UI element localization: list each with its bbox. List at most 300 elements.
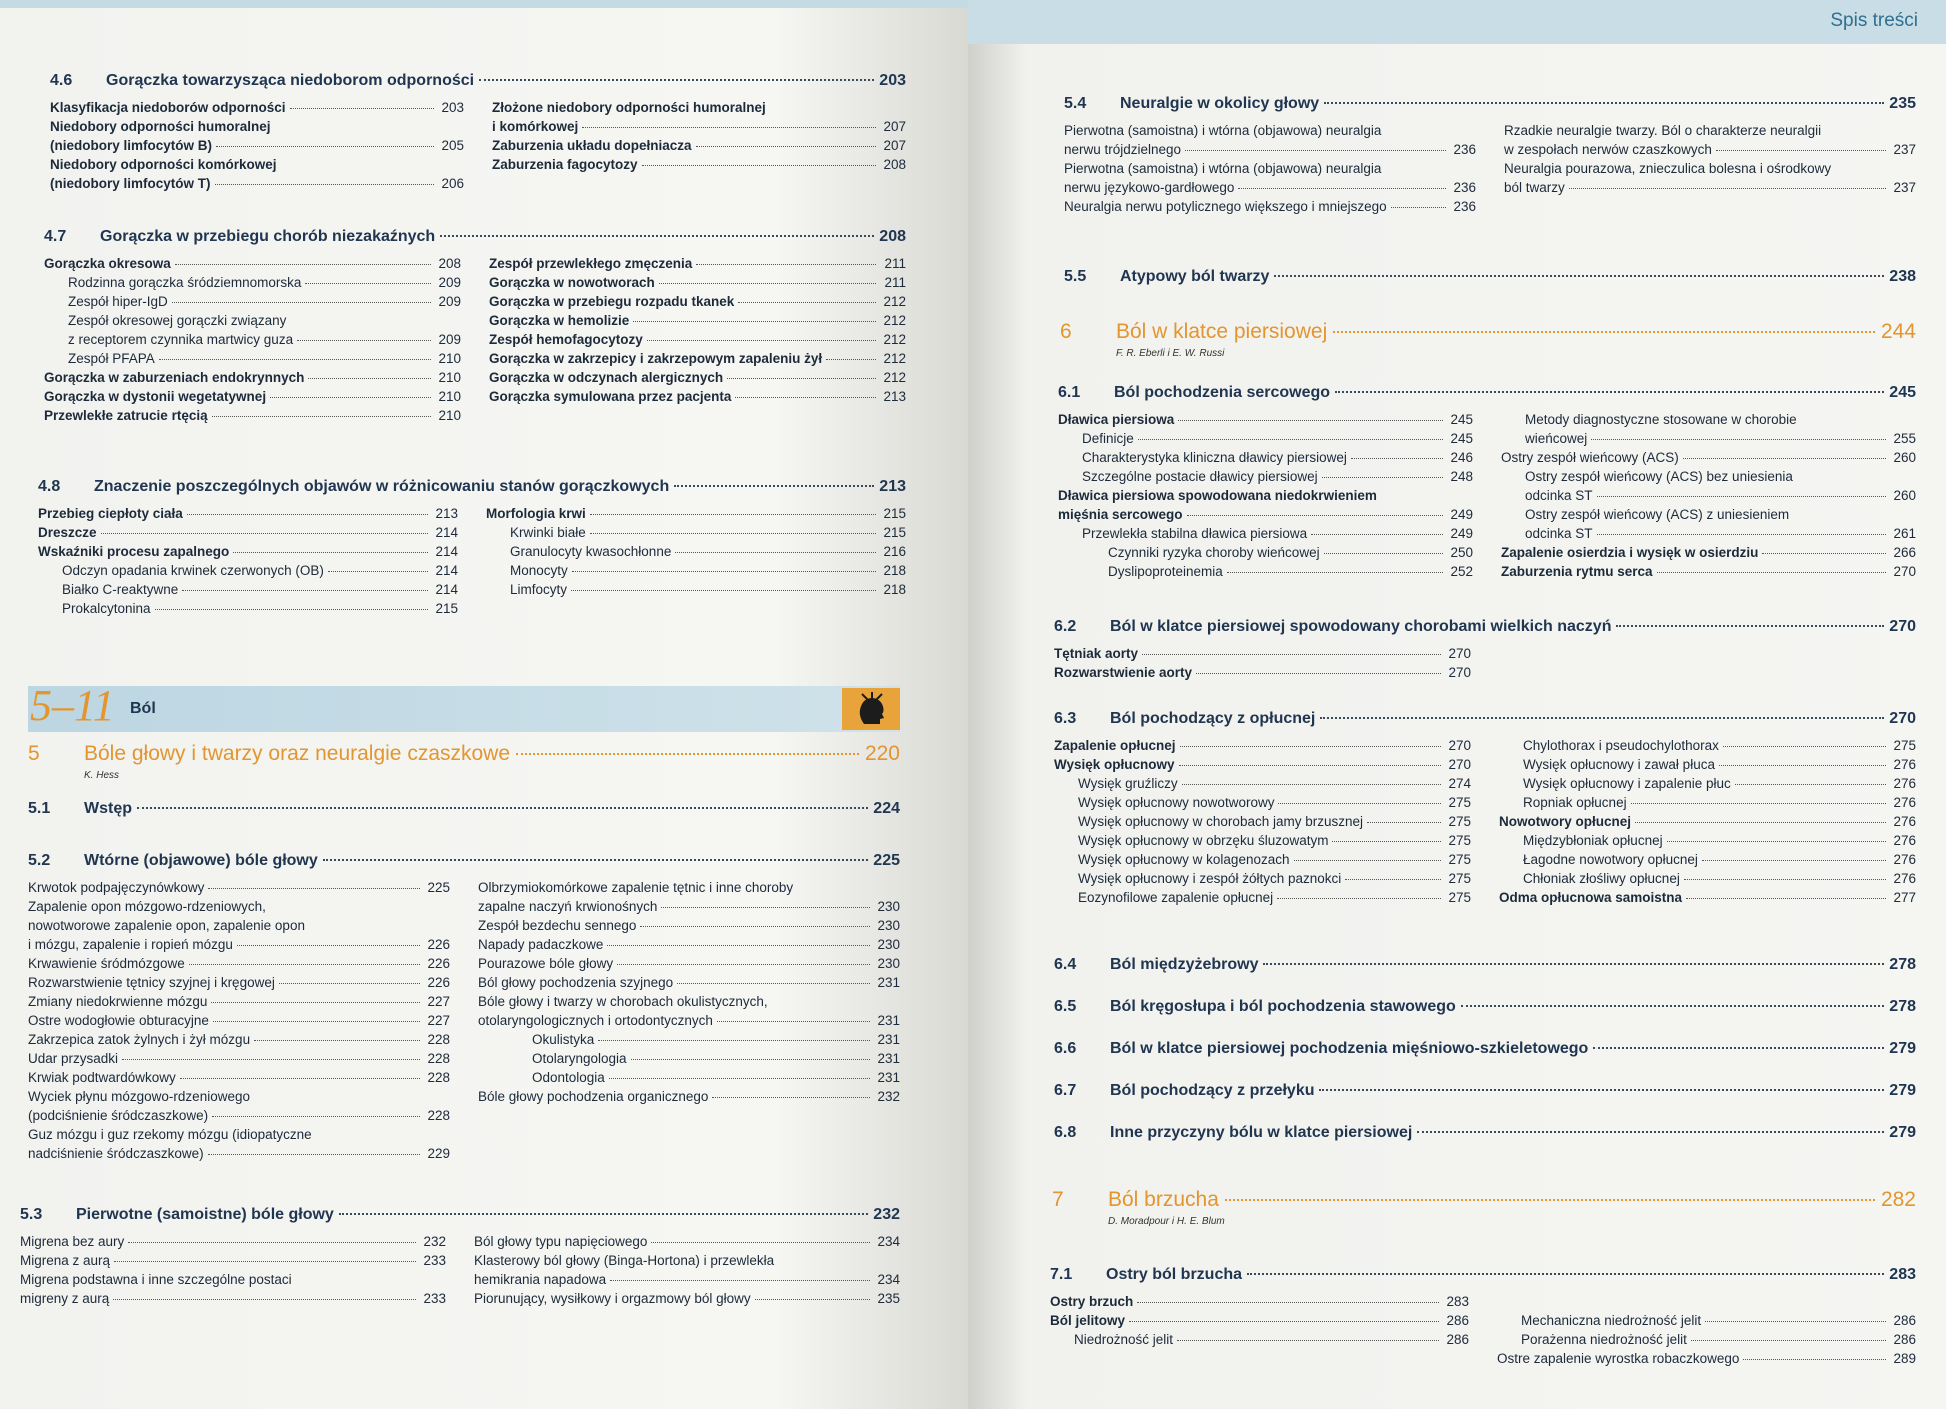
toc-entry[interactable] [44, 292, 461, 311]
toc-entry[interactable] [38, 523, 458, 542]
entry-title[interactable]: Czynniki ryzyka choroby wieńcowej [1108, 545, 1320, 560]
toc-entry[interactable] [28, 992, 450, 1011]
entry-title[interactable]: Porażenna niedrożność jelit [1521, 1332, 1687, 1347]
entry-title[interactable]: Ostry zespół wieńcowy (ACS) [1501, 450, 1679, 465]
toc-entry[interactable] [1499, 831, 1916, 850]
toc-entry[interactable] [1497, 1330, 1916, 1349]
section-title[interactable]: Inne przyczyny bólu w klatce piersiowej [1110, 1124, 1413, 1141]
entry-title[interactable]: i komórkowej [492, 119, 579, 134]
entry-title[interactable]: Wysięk opłucnowy w kolagenozach [1078, 852, 1290, 867]
entry-title[interactable]: wieńcowej [1525, 431, 1588, 446]
toc-entry[interactable] [489, 368, 906, 387]
toc-entry[interactable] [50, 174, 464, 193]
toc-entry[interactable] [1054, 831, 1471, 850]
entry-title[interactable]: Zmiany niedokrwienne mózgu [28, 994, 208, 1009]
leader-dots [717, 1021, 870, 1022]
toc-entry[interactable] [1064, 178, 1476, 197]
toc-entry[interactable] [492, 155, 906, 174]
toc-entry[interactable] [28, 1030, 450, 1049]
toc-entry[interactable] [20, 1232, 446, 1251]
toc-entry[interactable] [28, 1049, 450, 1068]
entry-title[interactable]: Wskaźniki procesu zapalnego [38, 544, 230, 559]
entry-title[interactable]: Odontologia [532, 1070, 605, 1085]
leader-dots [114, 1261, 416, 1262]
entry-title[interactable]: Rozwarstwienie aorty [1054, 665, 1193, 680]
entry-title[interactable]: odcinka ST [1525, 488, 1593, 503]
section-title[interactable]: Wstęp [84, 800, 132, 817]
toc-entry[interactable] [478, 973, 900, 992]
toc-entry[interactable] [489, 254, 906, 273]
entry-title[interactable]: Zaburzenia rytmu serca [1501, 564, 1653, 579]
chapter-title[interactable]: Ból brzucha [1108, 1188, 1219, 1211]
entry-title[interactable]: Zespół przewlekłego zmęczenia [489, 256, 693, 271]
section-heading[interactable] [1050, 1266, 1916, 1284]
section-heading[interactable] [1064, 95, 1916, 113]
entry-line: Metody diagnostyczne stosowane w chorobie [1525, 412, 1797, 427]
leader-dots [101, 533, 428, 534]
entry-title[interactable]: z receptorem czynnika martwicy guza [68, 332, 294, 347]
entry-columns [50, 98, 906, 193]
entry-title[interactable]: (podciśnienie śródczaszkowe) [28, 1108, 209, 1123]
toc-entry[interactable] [474, 1289, 900, 1308]
toc-entry[interactable] [28, 973, 450, 992]
entry-title[interactable]: Ostry brzuch [1050, 1294, 1134, 1309]
entry-title[interactable]: Wysięk opłucnowy [1054, 757, 1175, 772]
entry-title[interactable]: Wysięk opłucnowy w chorobach jamy brzusznej [1078, 814, 1363, 829]
entry-page: 216 [883, 544, 906, 559]
section-title[interactable]: Ból pochodzenia sercowego [1114, 384, 1331, 401]
entry-title[interactable]: Migrena bez aury [20, 1234, 125, 1249]
part-number: 5–11 [30, 681, 115, 730]
toc-entry[interactable] [489, 292, 906, 311]
entry-page: 261 [1893, 526, 1916, 541]
entry-title[interactable]: Międzybłoniak opłucnej [1523, 833, 1663, 848]
entry-title[interactable]: Zaburzenia fagocytozy [492, 157, 638, 172]
entry-title[interactable]: Nowotwory opłucnej [1499, 814, 1632, 829]
toc-entry[interactable] [478, 1011, 900, 1030]
section-title[interactable]: Ból kręgosłupa i ból pochodzenia stawowego [1110, 998, 1456, 1015]
toc-entry[interactable] [44, 368, 461, 387]
section-title[interactable]: Neuralgie w okolicy głowy [1120, 95, 1320, 112]
entry-page: 209 [438, 332, 461, 347]
chapter-title[interactable]: Ból w klatce piersiowej [1116, 320, 1328, 343]
toc-entry[interactable] [28, 878, 450, 897]
toc-entry[interactable] [1504, 178, 1916, 197]
leader-dots [1263, 963, 1884, 965]
entry-title[interactable]: Dreszcze [38, 525, 97, 540]
entry-title[interactable]: w zespołach nerwów czaszkowych [1504, 142, 1712, 157]
leader-dots [1322, 477, 1443, 478]
entry-title[interactable]: Ból głowy pochodzenia szyjnego [478, 975, 674, 990]
toc-entry[interactable] [1499, 774, 1916, 793]
entry-title[interactable]: Ostre wodogłowie obturacyjne [28, 1013, 209, 1028]
entry-title[interactable]: Wysięk opłucnowy i zapalenie płuc [1523, 776, 1731, 791]
entry-title[interactable]: i mózgu, zapalenie i ropień mózgu [28, 937, 233, 952]
entry-title[interactable]: nerwu trójdzielnego [1064, 142, 1182, 157]
toc-section [1054, 710, 1916, 907]
entry-title[interactable]: Tętniak aorty [1054, 646, 1139, 661]
toc-entry[interactable] [1054, 888, 1471, 907]
toc-entry[interactable] [1050, 1311, 1469, 1330]
section-heading[interactable] [1064, 268, 1916, 286]
entry-title[interactable]: Zespół PFAPA [68, 351, 155, 366]
toc-entry[interactable] [1054, 644, 1471, 663]
entry-page: 275 [1448, 871, 1471, 886]
entry-title[interactable]: Ropniak opłucnej [1523, 795, 1627, 810]
toc-entry[interactable] [1054, 869, 1471, 888]
leader-dots [279, 983, 420, 984]
toc-entry[interactable] [1499, 793, 1916, 812]
entry-title[interactable]: otolaryngologicznych i ortodontycznych [478, 1013, 713, 1028]
entry-title[interactable]: Przewlekła stabilna dławica piersiowa [1082, 526, 1308, 541]
section-heading[interactable] [1058, 384, 1916, 402]
section-heading[interactable] [1054, 710, 1916, 728]
entry-title[interactable]: Gorączka symulowana przez pacjenta [489, 389, 732, 404]
toc-entry[interactable] [50, 136, 464, 155]
entry-page: 245 [1450, 431, 1473, 446]
section-page: 283 [1889, 1266, 1916, 1283]
toc-entry[interactable] [492, 136, 906, 155]
entry-title[interactable]: Gorączka w hemolizie [489, 313, 630, 328]
leader-dots [159, 359, 431, 360]
toc-entry[interactable] [478, 1068, 900, 1087]
toc-entry[interactable] [1501, 543, 1916, 562]
section-title[interactable]: Gorączka w przebiegu chorób niezakaźnych [100, 228, 436, 245]
chapter-authors: K. Hess [84, 770, 120, 781]
toc-entry[interactable] [38, 561, 458, 580]
leader-dots [1129, 1321, 1439, 1322]
toc-entry[interactable] [1064, 140, 1476, 159]
toc-entry[interactable] [28, 954, 450, 973]
section-heading[interactable] [1054, 1124, 1916, 1142]
entry-title[interactable]: Prokalcytonina [62, 601, 151, 616]
toc-entry[interactable] [28, 935, 450, 954]
entry-title[interactable]: Otolaryngologia [532, 1051, 627, 1066]
section-heading[interactable] [50, 72, 906, 90]
toc-entry[interactable] [20, 1251, 446, 1270]
entry-title[interactable]: Wysięk opłucnowy w obrzęku śluzowatym [1078, 833, 1329, 848]
section-title[interactable]: Ostry ból brzucha [1106, 1266, 1243, 1283]
toc-entry[interactable] [44, 387, 461, 406]
entry-title[interactable]: Gorączka okresowa [44, 256, 171, 271]
entry-title[interactable]: Mechaniczna niedrożność jelit [1521, 1313, 1702, 1328]
toc-entry[interactable] [486, 542, 906, 561]
toc-entry[interactable] [1499, 850, 1916, 869]
section-heading[interactable] [1054, 998, 1916, 1016]
toc-entry[interactable] [478, 1049, 900, 1068]
toc-entry[interactable] [1054, 736, 1471, 755]
entry-title[interactable]: Gorączka w zaburzeniach endokrynnych [44, 370, 305, 385]
toc-entry[interactable] [478, 916, 900, 935]
toc-entry[interactable] [489, 387, 906, 406]
entry-title[interactable]: Gorączka w przebiegu rozpadu tkanek [489, 294, 735, 309]
entry-title[interactable]: Wysięk gruźliczy [1078, 776, 1178, 791]
entry-title[interactable]: Krwiak podtwardówkowy [28, 1070, 176, 1085]
entry-page: 286 [1446, 1313, 1469, 1328]
section-title[interactable]: Wtórne (objawowe) bóle głowy [84, 852, 318, 869]
toc-entry[interactable] [1058, 543, 1473, 562]
toc-entry[interactable] [1501, 562, 1916, 581]
section-number: 6.4 [1054, 956, 1077, 973]
leader-dots [323, 859, 869, 861]
toc-entry[interactable] [486, 504, 906, 523]
toc-entry[interactable] [1050, 1330, 1469, 1349]
entry-title[interactable]: Gorączka w odczynach alergicznych [489, 370, 724, 385]
section-heading[interactable] [1054, 1082, 1916, 1100]
entry-title[interactable]: Monocyty [510, 563, 568, 578]
toc-entry[interactable] [1501, 448, 1916, 467]
section-page: 232 [873, 1206, 900, 1223]
entry-page: 226 [427, 937, 450, 952]
section-heading[interactable] [1054, 956, 1916, 974]
toc-entry[interactable] [1058, 505, 1473, 524]
leader-dots [1743, 1359, 1886, 1360]
toc-entry[interactable] [492, 117, 906, 136]
toc-entry[interactable] [1058, 467, 1473, 486]
entry-columns [44, 254, 906, 425]
entry-title[interactable]: Gorączka w dystonii wegetatywnej [44, 389, 267, 404]
section-title[interactable]: Ból w klatce piersiowej spowodowany chorobami wielkich naczyń [1110, 618, 1612, 635]
entry-title[interactable]: Zespół hiper-IgD [68, 294, 168, 309]
toc-entry[interactable] [1058, 410, 1473, 429]
entry-title[interactable]: Bóle głowy pochodzenia organicznego [478, 1089, 709, 1104]
toc-entry[interactable] [44, 330, 461, 349]
toc-entry[interactable] [478, 897, 900, 916]
toc-entry[interactable] [486, 523, 906, 542]
entry-title[interactable]: Piorunujący, wysiłkowy i orgazmowy ból głowy [474, 1291, 751, 1306]
toc-entry[interactable] [1058, 524, 1473, 543]
part-banner [28, 681, 900, 732]
toc-entry[interactable] [486, 561, 906, 580]
toc-entry[interactable] [28, 1011, 450, 1030]
entry-title[interactable]: Rodzinna gorączka śródziemnomorska [68, 275, 302, 290]
section-title[interactable]: Pierwotne (samoistne) bóle głowy [76, 1206, 334, 1223]
entry-title[interactable]: Wysięk opłucnowy i zawał płuca [1523, 757, 1715, 772]
toc-entry[interactable] [489, 311, 906, 330]
toc-entry[interactable] [1499, 736, 1916, 755]
entry-page: 210 [438, 389, 461, 404]
entry-title[interactable]: Zapalenie osierdzia i wysięk w osierdziu [1501, 545, 1759, 560]
section-title[interactable]: Ból pochodzący z opłucnej [1110, 710, 1316, 727]
toc-entry[interactable] [489, 330, 906, 349]
entry-title[interactable]: nerwu językowo-gardłowego [1064, 180, 1235, 195]
entry-title[interactable]: Dyslipoproteinemia [1108, 564, 1223, 579]
toc-entry[interactable] [28, 1068, 450, 1087]
leader-dots [631, 1059, 870, 1060]
toc-entry[interactable] [1054, 793, 1471, 812]
toc-entry[interactable] [1501, 524, 1916, 543]
entry-title[interactable]: Krwawienie śródmózgowe [28, 956, 185, 971]
toc-entry[interactable] [1499, 812, 1916, 831]
leader-dots [1686, 898, 1886, 899]
toc-entry[interactable] [1499, 755, 1916, 774]
entry-title[interactable]: Zaburzenia układu dopełniacza [492, 138, 692, 153]
entry-title[interactable]: Białko C-reaktywne [62, 582, 179, 597]
section-heading[interactable] [28, 852, 900, 870]
toc-entry[interactable] [489, 349, 906, 368]
leader-dots [1247, 1273, 1884, 1275]
leader-dots [1683, 458, 1886, 459]
entry-line: nowotworowe zapalenie opon, zapalenie opon [28, 918, 305, 933]
section-title[interactable]: Gorączka towarzysząca niedoborom odporności [106, 72, 475, 89]
entry-title[interactable]: Morfologia krwi [486, 506, 586, 521]
entry-title[interactable]: Łagodne nowotwory opłucnej [1523, 852, 1698, 867]
toc-entry[interactable] [44, 273, 461, 292]
toc-entry[interactable] [1054, 774, 1471, 793]
entry-title[interactable]: Chłoniak złośliwy opłucnej [1523, 871, 1680, 886]
leader-dots [233, 552, 428, 553]
entry-title[interactable]: migreny z aurą [20, 1291, 110, 1306]
entry-title[interactable]: mięśnia sercowego [1058, 507, 1183, 522]
leader-dots [1684, 879, 1886, 880]
chapter-title[interactable]: Bóle głowy i twarzy oraz neuralgie czaszkowe [84, 742, 511, 765]
toc-entry[interactable] [478, 1030, 900, 1049]
entry-title[interactable]: Zespół bezdechu sennego [478, 918, 637, 933]
toc-entry[interactable] [1054, 755, 1471, 774]
entry-title[interactable]: (niedobory limfocytów T) [50, 176, 211, 191]
entry-title[interactable]: Krwinki białe [510, 525, 586, 540]
toc-entry[interactable] [1504, 140, 1916, 159]
entry-title[interactable]: Gorączka w zakrzepicy i zakrzepowym zapaleniu żył [489, 351, 823, 366]
leader-dots [175, 264, 431, 265]
entry-title[interactable]: Chylothorax i pseudochylothorax [1523, 738, 1719, 753]
leader-dots [582, 127, 876, 128]
chapter-6-heading [1060, 320, 1916, 359]
entry-title[interactable]: Klasyfikacja niedoborów odporności [50, 100, 286, 115]
toc-entry[interactable] [1064, 197, 1476, 216]
toc-entry[interactable] [50, 98, 464, 117]
entry-title[interactable]: Szczególne postacie dławicy piersiowej [1082, 469, 1318, 484]
entry-title[interactable]: Zespół hemofagocytozy [489, 332, 643, 347]
entry-title[interactable]: Przewlekłe zatrucie rtęcią [44, 408, 208, 423]
toc-entry[interactable] [38, 542, 458, 561]
entry-title[interactable]: Neuralgia nerwu potylicznego większego i mniejszego [1064, 199, 1387, 214]
entry-title[interactable]: Krwotok podpajęczynówkowy [28, 880, 205, 895]
leader-dots [572, 571, 876, 572]
entry-title[interactable]: Zakrzepica zatok żylnych i żył mózgu [28, 1032, 251, 1047]
entry-title[interactable]: Wysięk opłucnowy i zespół żółtych paznokci [1078, 871, 1342, 886]
entry-title[interactable]: odcinka ST [1525, 526, 1593, 541]
toc-entry[interactable] [38, 504, 458, 523]
toc-entry[interactable] [486, 580, 906, 599]
section-title[interactable]: Ból międzyżebrowy [1110, 956, 1259, 973]
toc-entry[interactable] [1501, 429, 1916, 448]
entry-title[interactable]: Niedrożność jelit [1074, 1332, 1174, 1347]
entry-title[interactable]: zapalne naczyń krwionośnych [478, 899, 658, 914]
chapter-authors: F. R. Eberli i E. W. Russi [1116, 348, 1225, 359]
leader-dots [712, 1097, 870, 1098]
entry-page: 270 [1448, 646, 1471, 661]
entry-page: 229 [427, 1146, 450, 1161]
section-title[interactable]: Atypowy ból twarzy [1120, 268, 1270, 285]
toc-entry[interactable] [1058, 562, 1473, 581]
entry-title[interactable]: Zapalenie opłucnej [1054, 738, 1176, 753]
toc-entry[interactable] [44, 254, 461, 273]
toc-entry[interactable] [489, 273, 906, 292]
section-heading[interactable] [28, 800, 900, 818]
section-heading[interactable] [44, 228, 906, 246]
toc-entry[interactable] [1054, 663, 1471, 682]
entry-title[interactable]: Definicje [1082, 431, 1134, 446]
toc-entry[interactable] [1058, 448, 1473, 467]
entry-title[interactable]: Rozwarstwienie tętnicy szyjnej i kręgowej [28, 975, 275, 990]
toc-entry[interactable] [44, 349, 461, 368]
toc-entry[interactable] [1499, 888, 1916, 907]
toc-entry[interactable] [1054, 850, 1471, 869]
toc-entry[interactable] [1050, 1292, 1469, 1311]
entry-title[interactable]: ból twarzy [1504, 180, 1565, 195]
entry-title[interactable]: Ból głowy typu napięciowego [474, 1234, 648, 1249]
toc-entry[interactable] [44, 406, 461, 425]
entry-page: 207 [883, 138, 906, 153]
entry-title[interactable]: Ból jelitowy [1050, 1313, 1126, 1328]
toc-entry[interactable] [38, 599, 458, 618]
toc-entry[interactable] [1058, 429, 1473, 448]
entry-title[interactable]: Dławica piersiowa [1058, 412, 1175, 427]
entry-title[interactable]: Udar przysadki [28, 1051, 119, 1066]
toc-entry[interactable] [1497, 1311, 1916, 1330]
leader-dots [328, 571, 428, 572]
entry-title[interactable]: Granulocyty kwasochłonne [510, 544, 672, 559]
entry-title[interactable]: Gorączka w nowotworach [489, 275, 655, 290]
entry-title[interactable]: nadciśnienie śródczaszkowe) [28, 1146, 204, 1161]
entry-title[interactable]: hemikrania napadowa [474, 1272, 607, 1287]
entry-title[interactable]: Ostre zapalenie wyrostka robaczkowego [1497, 1351, 1740, 1366]
entry-title[interactable]: Migrena z aurą [20, 1253, 111, 1268]
entry-title[interactable]: Przebieg ciepłoty ciała [38, 506, 183, 521]
toc-entry[interactable] [474, 1232, 900, 1251]
section-heading[interactable] [1054, 618, 1916, 636]
leader-dots [661, 907, 870, 908]
toc-entry[interactable] [1054, 812, 1471, 831]
toc-entry[interactable] [478, 954, 900, 973]
toc-entry[interactable] [1501, 486, 1916, 505]
toc-entry[interactable] [20, 1289, 446, 1308]
entry-title[interactable]: Charakterystyka kliniczna dławicy piersiowej [1082, 450, 1347, 465]
toc-entry[interactable] [38, 580, 458, 599]
toc-entry[interactable] [478, 935, 900, 954]
entry-title[interactable]: Napady padaczkowe [478, 937, 604, 952]
entry-column [1504, 121, 1916, 216]
leader-dots [180, 1078, 420, 1079]
section-title[interactable]: Znaczenie poszczególnych objawów w różnicowaniu stanów gorączkowych [94, 478, 670, 495]
toc-entry[interactable] [28, 1144, 450, 1163]
entry-title[interactable]: Pourazowe bóle głowy [478, 956, 614, 971]
entry-page: 214 [435, 582, 458, 597]
entry-title[interactable]: Eozynofilowe zapalenie opłucnej [1078, 890, 1274, 905]
entry-title[interactable]: Limfocyty [510, 582, 568, 597]
section-heading[interactable] [20, 1206, 900, 1224]
toc-section [1054, 1124, 1916, 1142]
entry-title[interactable]: Odczyn opadania krwinek czerwonych (OB) [62, 563, 324, 578]
section-heading[interactable] [38, 478, 906, 496]
toc-entry[interactable] [1499, 869, 1916, 888]
section-title[interactable]: Ból w klatce piersiowej pochodzenia mięśniowo-szkieletowego [1110, 1040, 1589, 1057]
toc-entry[interactable] [1497, 1349, 1916, 1368]
entry-page: 236 [1453, 142, 1476, 157]
section-page: 279 [1889, 1040, 1916, 1057]
toc-entry[interactable] [28, 1106, 450, 1125]
section-heading[interactable] [1054, 1040, 1916, 1058]
toc-entry[interactable] [478, 1087, 900, 1106]
entry-title[interactable]: Odma opłucnowa samoistna [1499, 890, 1683, 905]
section-title[interactable]: Ból pochodzący z przełyku [1110, 1082, 1315, 1099]
entry-title[interactable]: Okulistyka [532, 1032, 595, 1047]
leader-dots [598, 1040, 870, 1041]
entry-title[interactable]: (niedobory limfocytów B) [50, 138, 212, 153]
toc-entry[interactable] [474, 1270, 900, 1289]
entry-title[interactable]: Wysięk opłucnowy nowotworowy [1078, 795, 1275, 810]
